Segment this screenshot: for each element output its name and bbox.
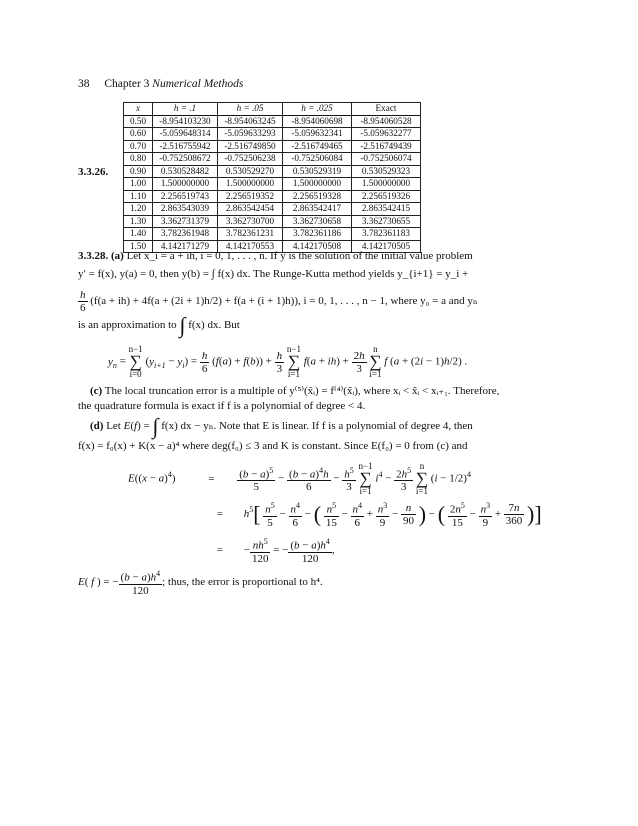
conclusion-text: ; thus, the error is proportional to h⁴. [162,575,323,588]
para-a-text3: (f(a + ih) + 4f(a + (2i + 1)h/2) + f(a + (i + 1)h)), i = 0, 1, . . . , n − 1, where y₀ = a and yₙ [90,295,478,308]
table-row [124,228,421,241]
table-cell: -0.752508672 [153,153,218,166]
table-cell: -2.516755942 [153,140,218,153]
para-c-text: The local truncation error is a multiple of y⁽⁵⁾(x̃ᵢ) = f⁽⁴⁾(x̃ᵢ), where xᵢ < x̃ᵢ < xᵢ₊₁. Therefore, [104,385,500,397]
table-row [124,128,421,141]
table-cell: 0.530528482 [153,165,218,178]
table-row [124,153,421,166]
chapter-label: Chapter 3 [104,78,150,90]
col-header: x [124,103,153,116]
table-row [124,178,421,191]
table-row [124,115,421,128]
page-number: 38 [78,78,90,90]
table-header-row [124,103,421,116]
table-cell: -2.516749465 [283,140,352,153]
results-table [123,102,421,253]
equation-E-line3: = − $\frac{nh^5}{120}$ = − $\frac{(b - a)h^4}{120}$ , [216,537,335,565]
para-a-line1 [78,249,473,263]
col-header: h = .1 [153,103,218,116]
para-a-text1: Let x_i = a + ih, i = 0, 1, . . . , n. If y is the solution of the initial value problem [126,250,473,262]
table-cell: 1.00 [124,178,153,191]
table-cell: 3.362730655 [352,215,421,228]
para-a-text4: is an approximation to [78,319,177,331]
table-cell: -8.954060698 [283,115,352,128]
table-cell: 1.50 [124,240,153,253]
table-cell: -0.752506238 [218,153,283,166]
para-d-line2: f(x) = f₀(x) + K(x − a)⁴ where deg(f₀) ≤ 3 and K is constant. Since E(f₀) = 0 from (c) and [78,440,468,452]
table-cell: 3.782361186 [283,228,352,241]
table-row [124,203,421,216]
para-d-line1: (d) Let E(f) = ∫ f(x) dx − yₙ. Note that E is linear. If f is a polynomial of degree 4, then [90,413,473,439]
equation-yn: $y_n = n-1$ ∑ i=0 $(y_{i+1} - y_i)$ = $\frac{h}{6}$ (f(a) + f(b)) + $\frac{h}{3}$ n−1 ∑ i=1 f(a + ih) + $\frac{2h}{3}$ n ∑ i=1 f (a + (2i − 1)h/2) . [108,344,468,379]
table-cell: 3.782361231 [218,228,283,241]
conclusion-line: E( f ) = − $\frac{(b - a)h^4}{120}$ ; thus, the error is proportional to h⁴. [78,569,323,597]
para-a-line2: y′ = f(x), y(a) = 0, then y(b) = ∫ f(x) dx. The Runge-Kutta method yields y_{i+1} = y_i + [78,268,469,280]
table-cell: 4.142171279 [153,240,218,253]
table-cell: 0.80 [124,153,153,166]
part-c-label: (c) [90,385,103,397]
table-cell: -5.059632341 [283,128,352,141]
table-cell: 1.30 [124,215,153,228]
problem-label-326: 3.3.26. [78,166,109,178]
table-cell: 3.362730700 [218,215,283,228]
table-cell: 2.863542417 [283,203,352,216]
col-header: h = .05 [218,103,283,116]
table-cell: 3.362731379 [153,215,218,228]
page-header [78,78,243,90]
table-cell: -5.059632277 [352,128,421,141]
table-cell: -5.059648314 [153,128,218,141]
equation-E-line2: = $h^5$[ $\frac{n^5}{5}$ − $\frac{n^4}{6}$ − ( $\frac{n^5}{15}$ − $\frac{n^4}{6}$ + $\frac{n^3}{9}$ − $\frac{n}{90}$ ) − ( $\frac{2n^5}{15}$ − $\frac{n^3}{9}$ + $\frac{7n}{360}$ )] [216,501,542,529]
table-cell: 2.863542415 [352,203,421,216]
table-cell: 3.782361948 [153,228,218,241]
table-cell: 1.500000000 [283,178,352,191]
table-cell: 2.863543039 [153,203,218,216]
table-cell: -8.954063245 [218,115,283,128]
table-row [124,140,421,153]
table-cell: 2.256519352 [218,190,283,203]
para-a-line4 [78,312,240,338]
table-row [124,215,421,228]
table-cell: 2.256519743 [153,190,218,203]
table-cell: 0.90 [124,165,153,178]
table-cell: 4.142170553 [218,240,283,253]
para-c-line2: the quadrature formula is exact if f is a polynomial of degree < 4. [78,400,366,412]
table-cell: 0.530529323 [352,165,421,178]
table-cell: 0.70 [124,140,153,153]
table-cell: 0.530529270 [218,165,283,178]
part-a-label: (a) [111,250,124,262]
table-cell: 1.10 [124,190,153,203]
table-cell: -8.954103230 [153,115,218,128]
table-cell: -8.954060528 [352,115,421,128]
table-cell: 1.500000000 [218,178,283,191]
table-cell: 1.40 [124,228,153,241]
integral-symbol: ∫ [152,413,159,439]
table-cell: -2.516749850 [218,140,283,153]
para-c-line1 [90,384,499,398]
table-cell: 0.530529319 [283,165,352,178]
table-cell: -0.752506074 [352,153,421,166]
table-cell: 2.863542454 [218,203,283,216]
col-header: h = .025 [283,103,352,116]
table-cell: 2.256519326 [352,190,421,203]
para-a-text4b: f(x) dx. But [188,319,240,331]
col-header: Exact [352,103,421,116]
para-d-text: f(x) dx − yₙ. Note that E is linear. If f is a polynomial of degree 4, then [161,420,473,432]
table-row [124,165,421,178]
table-cell: 3.782361183 [352,228,421,241]
equation-E-line1: $E((x - a)^4)$ = $\frac{(b - a)^5}{5}$ − $\frac{(b - a)^4h}{6}$ − $\frac{h^5}{3}$ n−1 ∑ i=1 $i^4$ − $\frac{2h^5}{3}$ n ∑ i=1 $(i - 1/2)^4$ [128,461,471,496]
para-a-line3 [78,289,478,314]
fraction: $\frac{h}{6}$ [80,289,86,314]
table-cell: 3.362730658 [283,215,352,228]
table-cell: 2.256519328 [283,190,352,203]
table-cell: 0.50 [124,115,153,128]
integral-symbol: ∫ [179,312,186,338]
problem-label-328: 3.3.28. [78,250,109,262]
table-cell: -0.752506084 [283,153,352,166]
chapter-title: Numerical Methods [152,78,244,90]
table-cell: 1.500000000 [153,178,218,191]
table-row [124,190,421,203]
table-cell: 1.500000000 [352,178,421,191]
table-cell: 0.60 [124,128,153,141]
table-cell: 4.142170508 [283,240,352,253]
table-cell: 1.20 [124,203,153,216]
table-cell: 4.142170505 [352,240,421,253]
table-cell: -5.059633293 [218,128,283,141]
table-cell: -2.516749439 [352,140,421,153]
part-d-label: (d) [90,420,104,432]
